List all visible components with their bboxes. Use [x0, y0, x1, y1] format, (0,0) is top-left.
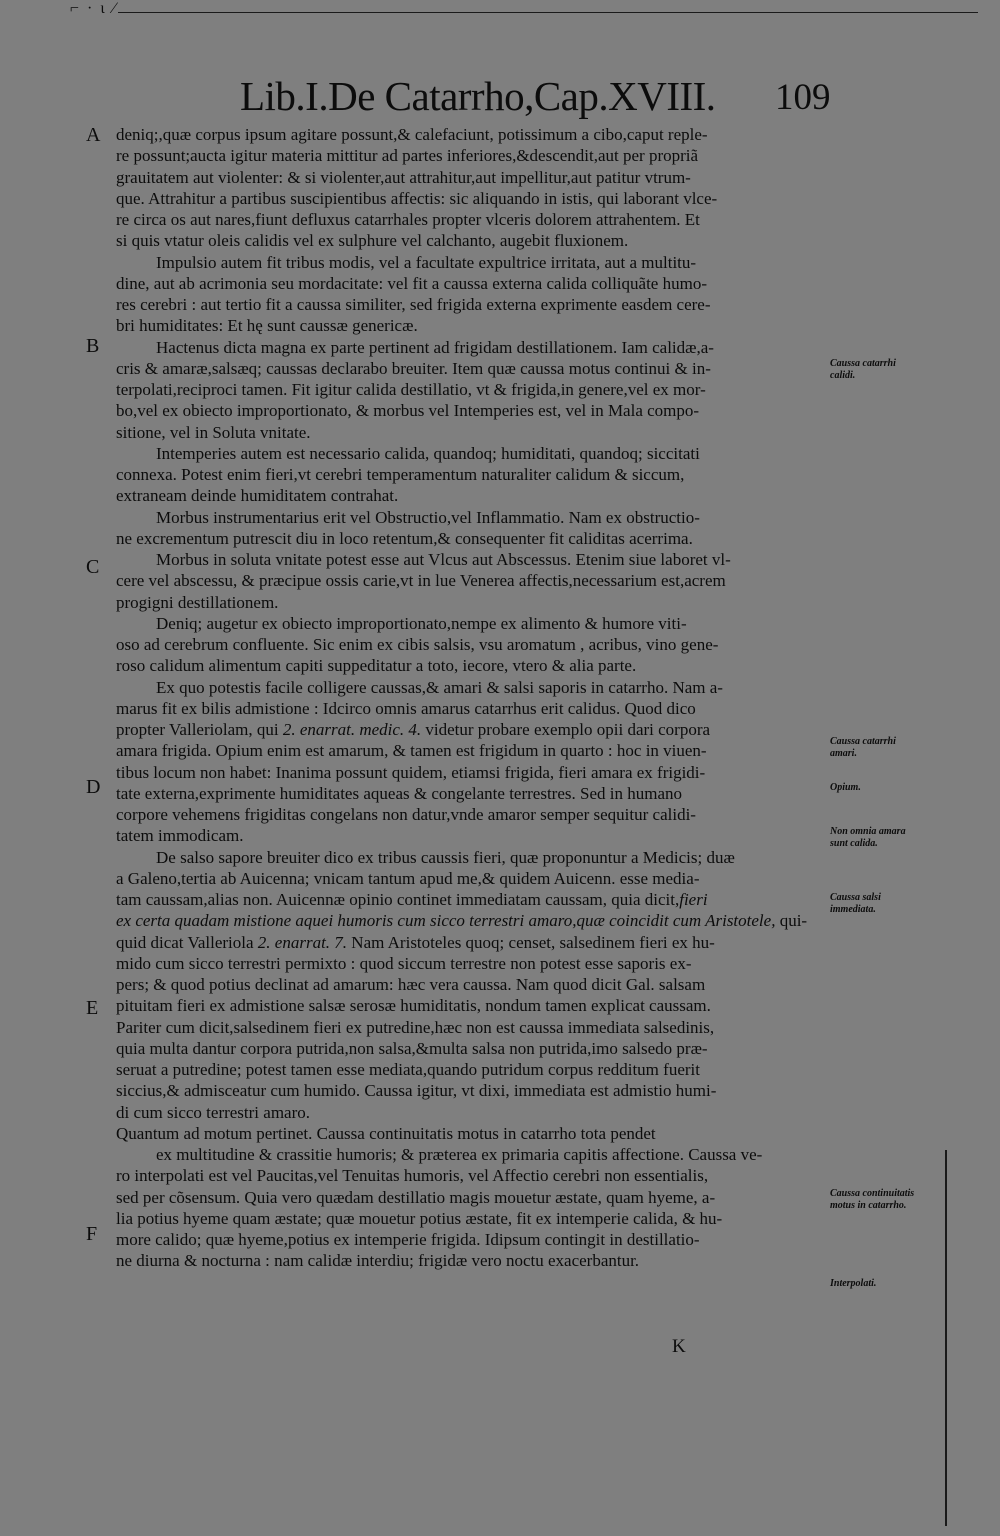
text-line: a Galeno,tertia ab Auicenna; vnicam tantum apud me,& quidem Auicenn. esse media- — [116, 868, 700, 888]
section-letter-d: D — [86, 776, 101, 798]
citation: 2. enarrat. medic. 4. — [282, 720, 422, 739]
text-line: progigni destillationem. — [116, 592, 279, 612]
signature-mark: K — [672, 1336, 686, 1357]
text-line: oso ad cerebrum confluente. Sic enim ex cibis salsis, vsu aromatum , acribus, vino gene- — [116, 635, 719, 654]
text-line: amara frigida. Opium enim est amarum, & tamen est frigidum in quarto : hoc in viuen- — [116, 741, 707, 761]
text-line: Pariter cum dicit,salsedinem fieri ex putredine,hæc non est caussa immediata salsedinis, — [116, 1017, 715, 1037]
text-line: Morbus in soluta vnitate potest esse aut Vlcus aut Abscessus. Etenim siue laboret vl- — [156, 550, 731, 569]
text-line: res cerebri : aut tertio fit a caussa similiter, sed frigida externa exprimente easdem cere- — [116, 295, 711, 314]
text-line: sitione, vel in Soluta vnitate. — [116, 422, 311, 442]
text-line: pituitam fieri ex admistione salsæ serosæ humiditatis, nondum tamen explicat caussam. — [116, 996, 711, 1016]
text-line: si quis vtatur oleis calidis vel ex sulphure vel calchanto, augebit fluxionem. — [116, 231, 629, 251]
section-letter-a: A — [86, 124, 101, 146]
section-letter-b: B — [86, 335, 100, 357]
margin-note: Caussa salsi immediata. — [830, 892, 881, 915]
text-line — [116, 932, 826, 953]
text-line: ro interpolati est vel Paucitas,vel Tenuitas humoris, vel Affectio cerebri non essentialis, — [116, 1166, 709, 1186]
margin-note: Caussa catarrhi calidi. — [830, 358, 896, 381]
section-letter-f: F — [86, 1223, 98, 1245]
text-line: connexa. Potest enim fieri,vt cerebri temperamentum naturaliter calidum & siccum, — [116, 465, 685, 484]
text-segment: propter Valleriolam, qui — [116, 720, 283, 739]
text-line: Intemperies autem est necessario calida, quandoq; humiditati, quandoq; siccitati — [156, 443, 700, 463]
page-number: 109 — [775, 77, 831, 118]
text-segment: qui- — [775, 911, 808, 931]
text-line — [116, 1272, 826, 1293]
text-line: re circa os aut nares,fiunt defluxus catarrhales propter vlceris dolorem attrahentem. Et — [116, 210, 700, 229]
text-line — [116, 889, 826, 910]
text-line: lia potius hyeme quam æstate; quæ mouetur potius æstate, fit ex intemperie calida, & hu- — [116, 1208, 723, 1228]
text-line — [116, 719, 826, 740]
margin-note: Caussa catarrhi amari. — [830, 736, 896, 759]
text-line: cris & amaræ,salsæq; caussas declarabo breuiter. Item quæ caussa motus continui & in- — [116, 358, 711, 378]
body-text — [116, 124, 826, 1293]
text-line: ne diurna & nocturna : nam calidæ interdiu; frigidæ vero noctu exacerbantur. — [116, 1251, 640, 1271]
text-line: ex multitudine & crassitie humoris; & præterea ex primaria capitis affectione. Caussa ve- — [156, 1145, 763, 1164]
text-line — [116, 910, 826, 931]
text-segment: quid dicat Valleriola — [116, 932, 258, 952]
margin-note: Caussa continuitatis motus in catarrho. — [830, 1188, 915, 1211]
text-line: deniq;,quæ corpus ipsum agitare possunt,& calefaciunt, potissimum a cibo,caput reple- — [116, 125, 708, 144]
text-line: Deniq; augetur ex obiecto improportionato,nempe ex alimento & humore viti- — [156, 613, 687, 633]
text-segment: tam caussam,alias non. Auicennæ opinio continet immediatam caussam, quia dicit, — [116, 890, 680, 909]
text-line: tate externa,exprimente humiditates aqueas & congelante terrestres. Sed in humano — [116, 783, 682, 803]
text-line: Hactenus dicta magna ex parte pertinent ad frigidam destillationem. Iam calidæ,a- — [156, 337, 714, 357]
section-letter-c: C — [86, 556, 100, 578]
margin-note: Interpolati. — [830, 1278, 877, 1289]
text-line: bri humiditates: Et hę sunt caussæ genericæ. — [116, 316, 418, 336]
text-line: roso calidum alimentum capiti suppeditatur a toto, iecore, vtero & alia parte. — [116, 656, 637, 676]
text-line: siccius,& admisceatur cum humido. Caussa igitur, vt dixi, immediata est admistio humi- — [116, 1081, 717, 1101]
text-line: di cum sicco terrestri amaro. — [116, 1102, 311, 1122]
running-title: Lib.I.De Catarrho,Cap.XVIII. — [240, 73, 716, 119]
text-line: cere vel abscessu, & præcipue ossis carie,vt in lue Venerea affectis,necessarium est,acrem — [116, 571, 726, 591]
text-line: Quantum ad motum pertinet. Caussa continuitatis motus in catarrho tota pendet — [116, 1123, 656, 1143]
top-rule — [118, 12, 978, 13]
text-segment: videtur probare exemplo opii dari corpora — [421, 720, 711, 739]
text-line: ne excrementum putrescit diu in loco retentum,& consequenter fit caliditas acerrima. — [116, 528, 693, 548]
margin-rule — [945, 1150, 947, 1526]
corner-mark: ⌐ · ɩ ⁄ — [70, 0, 118, 17]
text-line: mido cum sicco terrestri permixto : quod siccum terrestre non potest esse saporis ex- — [116, 953, 692, 973]
text-line: Impulsio autem fit tribus modis, vel a facultate expultrice irritata, aut a multitu- — [156, 252, 697, 272]
text-line: corpore vehemens frigiditas congelans non datur,vnde amaror semper sequitur calidi- — [116, 805, 696, 824]
text-line: marus fit ex bilis admistione : Idcirco omnis amarus catarrhus erit calidus. Quod dico — [116, 698, 696, 718]
text-line: sed per cõsensum. Quia vero quædam destillatio magis mouetur æstate, quam hyeme, a- — [116, 1187, 716, 1207]
text-line: Morbus instrumentarius erit vel Obstructio,vel Inflammatio. Nam ex obstructio- — [156, 507, 700, 527]
text-line: more calido; quæ hyeme,potius ex intemperie frigida. Idipsum contingit in destillatio- — [116, 1230, 700, 1249]
margin-note: Non omnia amara sunt calida. — [830, 826, 906, 849]
text-line: dine, aut ab acrimonia seu mordacitate: vel fit a caussa externa calida colliquãte humo- — [116, 273, 707, 293]
text-line: terpolati,reciproci tamen. Fit igitur calida destillatio, vt & frigida,in genere,vel ex mor- — [116, 380, 706, 399]
text-line: Ex quo potestis facile colligere caussas,& amari & salsi saporis in catarrho. Nam a- — [156, 677, 723, 697]
text-line: tibus locum non habet: Inanima possunt quidem, etiamsi frigida, fieri amara ex frigidi- — [116, 762, 706, 782]
text-segment: Nam Aristoteles quoq; censet, salsedinem fieri ex hu- — [347, 932, 715, 952]
text-line: pers; & quod potius declinat ad amarum: hæc vera caussa. Nam quod dicit Gal. salsam — [116, 975, 706, 994]
page-header — [240, 72, 840, 118]
text-line: que. Attrahitur a partibus suscipientibus affectis: sic aliquando in istis, qui laborant vlce- — [116, 188, 718, 208]
citation: 2. enarrat. 7. — [257, 932, 348, 952]
margin-note: Opium. — [830, 782, 861, 793]
text-line: quia multa dantur corpora putrida,non salsa,&multa salsa non putrida,imo salsedo præ- — [116, 1038, 708, 1058]
text-line: extraneam deinde humiditatem contrahat. — [116, 486, 399, 506]
text-line: grauitatem aut violenter: & si violenter,aut attrahitur,aut impellitur,aut patitur vtrum- — [116, 167, 691, 187]
text-line: re possunt;aucta igitur materia mittitur ad partes inferiores,&descendit,aut per propriã — [116, 146, 699, 166]
quoted-word: fieri — [679, 890, 708, 909]
quotation: ex certa quadam mistione aquei humoris cum sicco terrestri amaro,quæ coincidit cum Aristotele, — [116, 911, 776, 931]
section-letter-e: E — [86, 997, 99, 1019]
text-line: seruat a putredine; potest tamen esse mediata,quando putridum corpus redditum fuerit — [116, 1060, 700, 1079]
text-line: De salso sapore breuiter dico ex tribus caussis fieri, quæ proponuntur a Medicis; duæ — [156, 847, 735, 867]
text-line: bo,vel ex obiecto improportionato, & morbus vel Intemperies est, vel in Mala compo- — [116, 401, 700, 421]
text-line: tatem immodicam. — [116, 826, 244, 846]
